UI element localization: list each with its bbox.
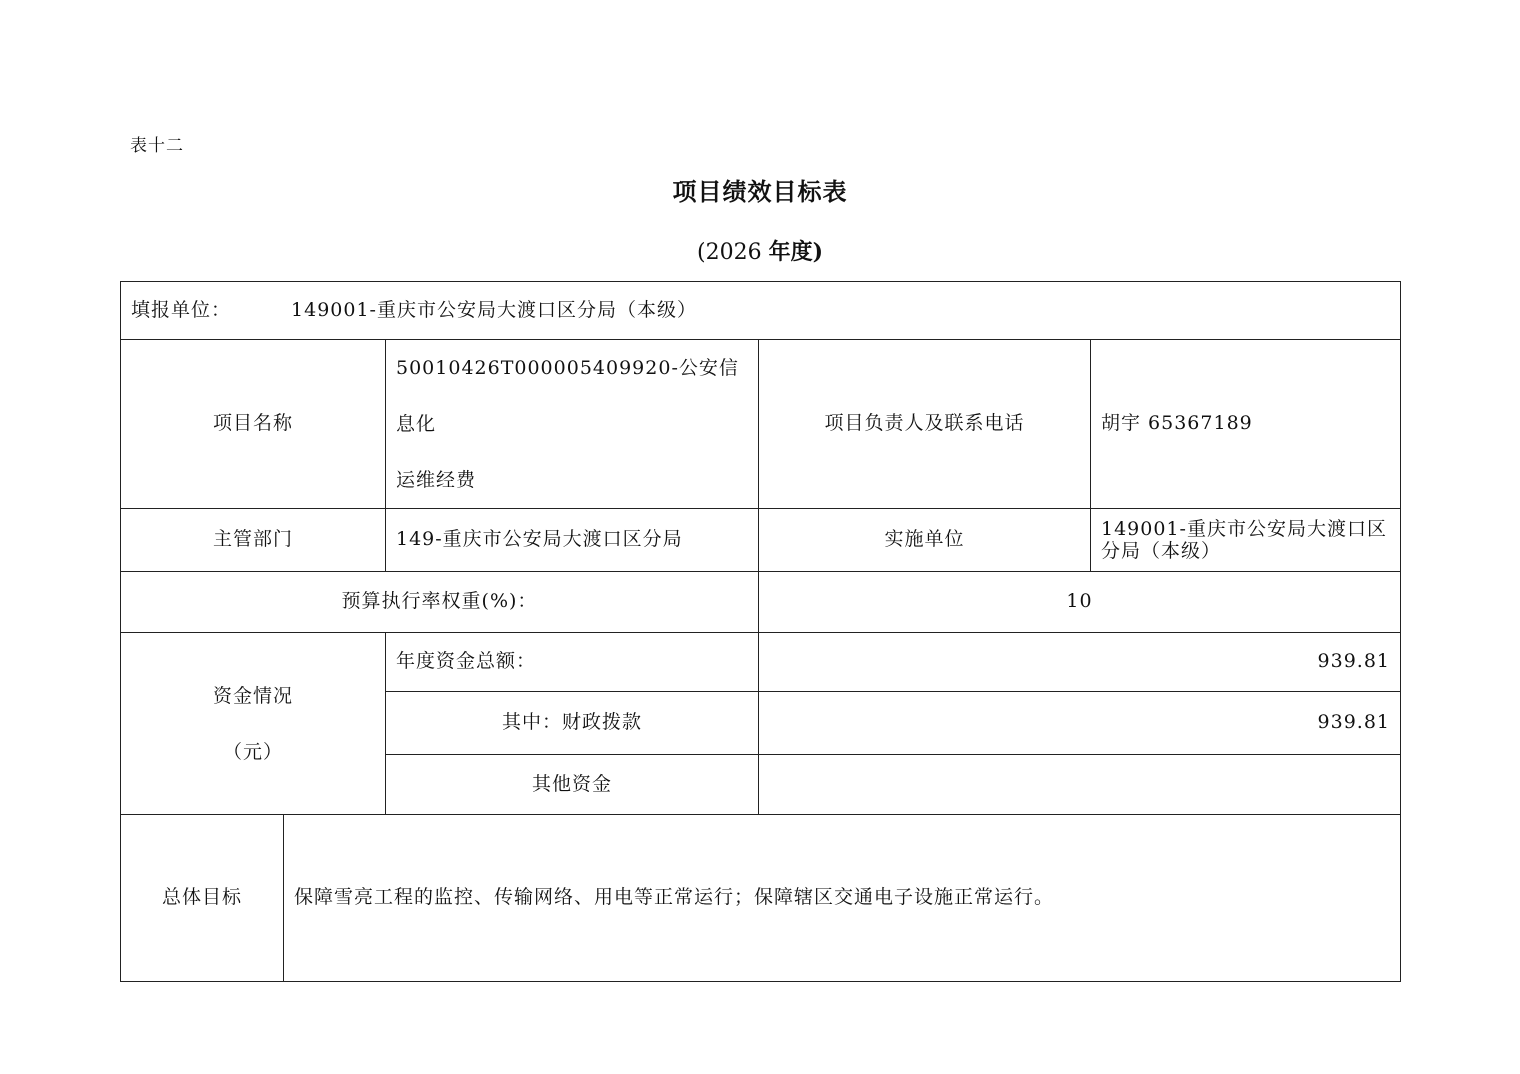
funds-total-row xyxy=(121,633,1401,692)
document-title: 项目绩效目标表 xyxy=(672,177,848,206)
project-name-label: 项目名称 xyxy=(121,340,386,509)
funds-other-label: 其他资金 xyxy=(386,755,759,815)
implementing-unit-line-1: 149001-重庆市公安局大渡口区 xyxy=(1101,518,1387,540)
objective-label: 总体目标 xyxy=(121,815,284,982)
project-name-line-1: 50010426T000005409920-公安信息化 xyxy=(396,357,739,435)
project-row xyxy=(121,340,1401,509)
funds-label-line-1: 资金情况 xyxy=(212,684,293,707)
funds-total-value: 939.81 xyxy=(759,633,1401,692)
filing-unit-row xyxy=(121,282,1401,340)
implementing-unit-line-2: 分局（本级） xyxy=(1101,540,1222,562)
filing-unit-cell xyxy=(121,282,1401,340)
objective-row xyxy=(121,815,1401,982)
department-value: 149-重庆市公安局大渡口区分局 xyxy=(386,509,759,572)
objective-value: 保障雪亮工程的监控、传输网络、用电等正常运行；保障辖区交通电子设施正常运行。 xyxy=(284,815,1401,982)
project-name-line-2: 运维经费 xyxy=(396,469,477,491)
department-label: 主管部门 xyxy=(121,509,386,572)
department-row xyxy=(121,509,1401,572)
table-number: 表十二 xyxy=(130,136,184,156)
funds-fiscal-label: 其中：财政拨款 xyxy=(386,692,759,755)
year-unit: 年度) xyxy=(768,239,823,265)
implementing-unit-label: 实施单位 xyxy=(759,509,1091,572)
performance-table xyxy=(120,281,1401,982)
budget-rate-label: 预算执行率权重(%)： xyxy=(121,572,759,633)
project-name-value xyxy=(386,340,759,509)
funds-fiscal-value: 939.81 xyxy=(759,692,1401,755)
funds-total-label: 年度资金总额： xyxy=(386,633,759,692)
funds-other-value xyxy=(759,755,1401,815)
budget-rate-row xyxy=(121,572,1401,633)
funds-label-line-2: （元） xyxy=(222,740,283,763)
project-owner-label: 项目负责人及联系电话 xyxy=(759,340,1091,509)
funds-label xyxy=(121,633,386,815)
budget-rate-value: 10 xyxy=(759,572,1401,633)
implementing-unit-value xyxy=(1091,509,1401,572)
year-number: (2026 xyxy=(697,240,762,265)
project-owner-value: 胡宇 65367189 xyxy=(1091,340,1401,509)
filing-unit-value: 149001-重庆市公安局大渡口区分局（本级） xyxy=(291,298,697,321)
document-year xyxy=(0,235,1520,266)
filing-unit-label: 填报单位： xyxy=(131,298,232,321)
